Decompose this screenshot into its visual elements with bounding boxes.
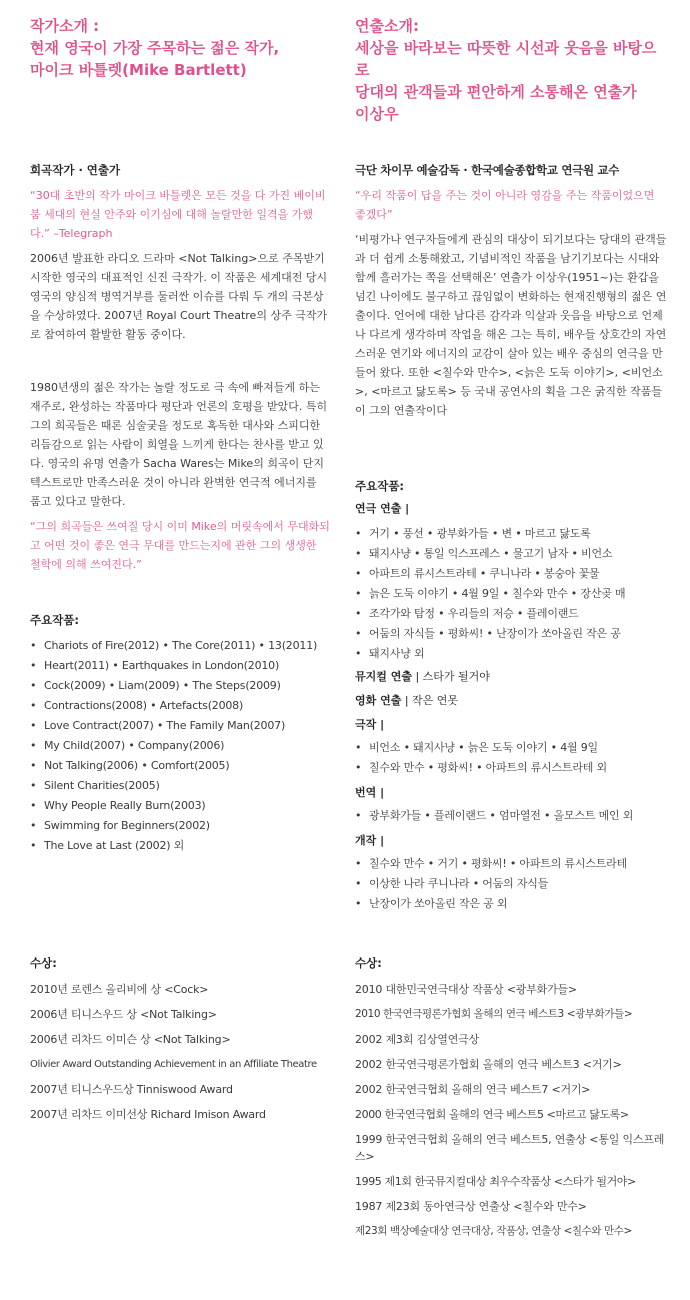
list-item: • 이상한 나라 쿠니나라 • 어둠의 자식들 <box>355 877 549 890</box>
list-item: • Contractions(2008) • Artefacts(2008) <box>30 699 244 712</box>
writer-awards-list <box>30 981 330 1123</box>
list-item: • My Child(2007) • Company(2006) <box>30 739 225 752</box>
list-item: • Not Talking(2006) • Comfort(2005) <box>30 759 230 772</box>
director-heading <box>355 15 667 125</box>
writer-works-title: 주요작품: <box>30 613 80 627</box>
list-item: 2007년 리차드 이미선상 Richard Imison Award <box>30 1108 266 1121</box>
list-item: • Why People Really Burn(2003) <box>30 799 206 812</box>
list-item: • 아파트의 류시스트라테 • 쿠니나라 • 봉숭아 꽃물 <box>355 567 600 580</box>
director-bio-section <box>355 162 667 420</box>
writer-awards-title: 수상: <box>30 956 57 970</box>
director-works-section <box>355 478 667 914</box>
list-item: • 칠수와 만수 • 거기 • 평화씨! • 아파트의 류시스트라테 <box>355 857 627 870</box>
list-item: • 늙은 도둑 이야기 • 4월 9일 • 칠수와 만수 • 장산곶 매 <box>355 587 626 600</box>
list-item: • 거기 • 풍선 • 광부화가들 • 변 • 마르고 닳도록 <box>355 527 591 540</box>
category-directing: 연극 연출 | <box>355 502 410 515</box>
list-item: • Cock(2009) • Liam(2009) • The Steps(2009) <box>30 679 281 692</box>
list-item: 1987 제23회 동아연극상 연출상 <칠수와 만수> <box>355 1200 587 1213</box>
director-paragraph: ‘비평가나 연구자들에게 관심의 대상이 되기보다는 당대의 관객들과 더 쉽게 소통해왔고, 기념비적인 작품을 남기기보다는 시대와 함께 흘러가는 쪽을 선택해온’ 연출가 이상우(1951~)는 환갑을 넘긴 나이에도 불구하고 끊임없이 변화하는 현재진행형의 젊은 연출이다. 언어에 대한 남다른 감각과 익살과 웃음을 바탕으로 언제나 다르게 생각하며 작업을 해온 그는 특히, 배우들 상호간의 자연스러운 연기와 에너지의 교감이 살아 있는 배우 중심의 연극을 만들어 왔다. 또한 <칠수와 만수>, <늙은 도둑 이야기>, <비언소>, <마르고 닳도록> 등 국내 공연사의 획을 그은 굵직한 작품들이 그의 연출작이다 <box>355 233 667 417</box>
category-adaptation: 개작 | <box>355 834 385 847</box>
list-item: • Swimming for Beginners(2002) <box>30 819 210 832</box>
list-item: • Heart(2011) • Earthquakes in London(2010) <box>30 659 280 672</box>
category-musical: 뮤지컬 연출 | 스타가 될거야 <box>355 670 490 683</box>
director-heading-line: 세상을 바라보는 따뜻한 시선과 웃음을 바탕으로 <box>355 39 657 79</box>
writer-quote: “그의 희곡들은 쓰여질 당시 이미 Mike의 머릿속에서 무대화되고 어떤 것이 좋은 연극 무대를 만드는지에 관한 그의 생생한 철학에 의해 쓰여진다.” <box>30 520 330 571</box>
list-item: • Chariots of Fire(2012) • The Core(2011) • 13(2011) <box>30 639 318 652</box>
writer-heading-line: 현재 영국이 가장 주목하는 젊은 작가, <box>30 39 280 57</box>
writer-works-list <box>30 636 330 856</box>
writer-quote: “30대 초반의 작가 마이크 바틀렛은 모든 것을 다 가진 베이비붐 세대의 현실 안주와 이기심에 대해 놀랄만한 일격을 가했다.” –Telegraph <box>30 189 326 240</box>
list-item: 제23회 백상예술대상 연극대상, 작품상, 연출상 <칠수와 만수> <box>355 1225 632 1237</box>
list-item: • The Love at Last (2002) 외 <box>30 839 185 852</box>
list-item: 2000 한국연극협회 올해의 연극 베스트5 <마르고 닳도록> <box>355 1108 629 1121</box>
category-writing: 극작 | <box>355 718 385 731</box>
writer-paragraph: 1980년생의 젊은 작가는 놀랄 정도로 극 속에 빠져들게 하는 재주로, 완성하는 작품마다 평단과 언론의 호평을 받았다. 특히 그의 희곡들은 때론 심술궂을 정도로 혹독한 대사와 스피디한 리듬감으로 읽는 사람이 희열을 느끼게 한다는 찬사를 받고 있다. 영국의 유명 연출가 Sacha Wares는 Mike의 희곡이 단지 텍스트로만 만족스러운 것이 아니라 완벽한 연극적 에너지를 품고 있다고 말한다. <box>30 381 328 508</box>
writing-list <box>355 738 667 778</box>
writer-heading-line: 마이크 바틀렛(Mike Bartlett) <box>30 61 247 79</box>
category-translation: 번역 | <box>355 786 385 799</box>
writer-heading <box>30 15 330 81</box>
list-item: 2010 한국연극평론가협회 올해의 연극 베스트3 <광부화가들> <box>355 1008 633 1020</box>
list-item: 2002 한국연극평론가협회 올해의 연극 베스트3 <거기> <box>355 1058 622 1071</box>
list-item: • 광부화가들 • 플레이랜드 • 엄마열전 • 올모스트 메인 외 <box>355 809 634 822</box>
director-bio-title: 극단 차이무 예술감독 · 한국예술종합학교 연극원 교수 <box>355 163 620 177</box>
list-item: • 돼지사냥 외 <box>355 647 425 660</box>
list-item: • 난장이가 쏘아올린 작은 공 외 <box>355 897 508 910</box>
directing-list <box>355 524 667 664</box>
writer-bio-section <box>30 162 330 344</box>
writer-heading-line: 작가소개 : <box>30 17 100 35</box>
adaptation-list <box>355 854 667 914</box>
list-item: • Love Contract(2007) • The Family Man(2007) <box>30 719 286 732</box>
list-item: Olivier Award Outstanding Achievement in an Affiliate Theatre <box>30 1059 317 1070</box>
list-item: 2006년 리차드 이미슨 상 <Not Talking> <box>30 1033 231 1046</box>
director-works-title: 주요작품: <box>355 479 405 493</box>
list-item: • 조각가와 탐정 • 우리들의 저승 • 플레이랜드 <box>355 607 579 620</box>
list-item: 2006년 티니스우드 상 <Not Talking> <box>30 1008 217 1021</box>
list-item: 2002 한국연극협회 올해의 연극 베스트7 <거기> <box>355 1083 591 1096</box>
director-awards-title: 수상: <box>355 956 382 970</box>
director-quote: “우리 작품이 답을 주는 것이 아니라 영감을 주는 작품이었으면 좋겠다” <box>355 189 655 221</box>
list-item: 1999 한국연극협회 올해의 연극 베스트5, 연출상 <통일 익스프레스> <box>355 1133 665 1163</box>
writer-works-section <box>30 612 330 856</box>
director-awards-list <box>355 981 667 1240</box>
director-awards-section <box>355 955 667 1248</box>
list-item: 2010년 로렌스 올리비에 상 <Cock> <box>30 983 209 996</box>
writer-paragraph: 2006년 발표한 라디오 드라마 <Not Talking>으로 주목받기 시작한 영국의 대표적인 신진 극작가. 이 작품은 세계대전 당시 영국의 양심적 병역거부를 둘러싼 이슈를 다뤄 두 개의 극본상을 수상하였다. 2007년 Royal Court Theatre의 상주 극작가로 참여하여 활발한 활동 중이다. <box>30 252 328 341</box>
list-item: • 돼지사냥 • 통일 익스프레스 • 물고기 남자 • 비언소 <box>355 547 613 560</box>
list-item: • 칠수와 만수 • 평화씨! • 아파트의 류시스트라테 외 <box>355 761 607 774</box>
list-item: 2010 대한민국연극대상 작품상 <광부화가들> <box>355 983 577 996</box>
list-item: 1995 제1회 한국뮤지컬대상 최우수작품상 <스타가 될거야> <box>355 1175 636 1188</box>
writer-bio-section-2 <box>30 378 330 580</box>
list-item: 2007년 티니스우드상 Tinniswood Award <box>30 1083 233 1096</box>
category-film: 영화 연출 | 작은 연못 <box>355 694 459 707</box>
director-heading-line: 연출소개: <box>355 17 419 35</box>
writer-bio-title: 희곡작가 · 연출가 <box>30 163 121 177</box>
director-heading-line: 이상우 <box>355 105 399 123</box>
writer-awards-section <box>30 955 330 1131</box>
list-item: • 어둠의 자식들 • 평화씨! • 난장이가 쏘아올린 작은 공 <box>355 627 621 640</box>
list-item: • Silent Charities(2005) <box>30 779 160 792</box>
list-item: • 비언소 • 돼지사냥 • 늙은 도둑 이야기 • 4월 9일 <box>355 741 598 754</box>
list-item: 2002 제3회 김상열연극상 <box>355 1033 479 1046</box>
translation-list <box>355 806 667 826</box>
director-heading-line: 당대의 관객들과 편안하게 소통해온 연출가 <box>355 83 637 101</box>
